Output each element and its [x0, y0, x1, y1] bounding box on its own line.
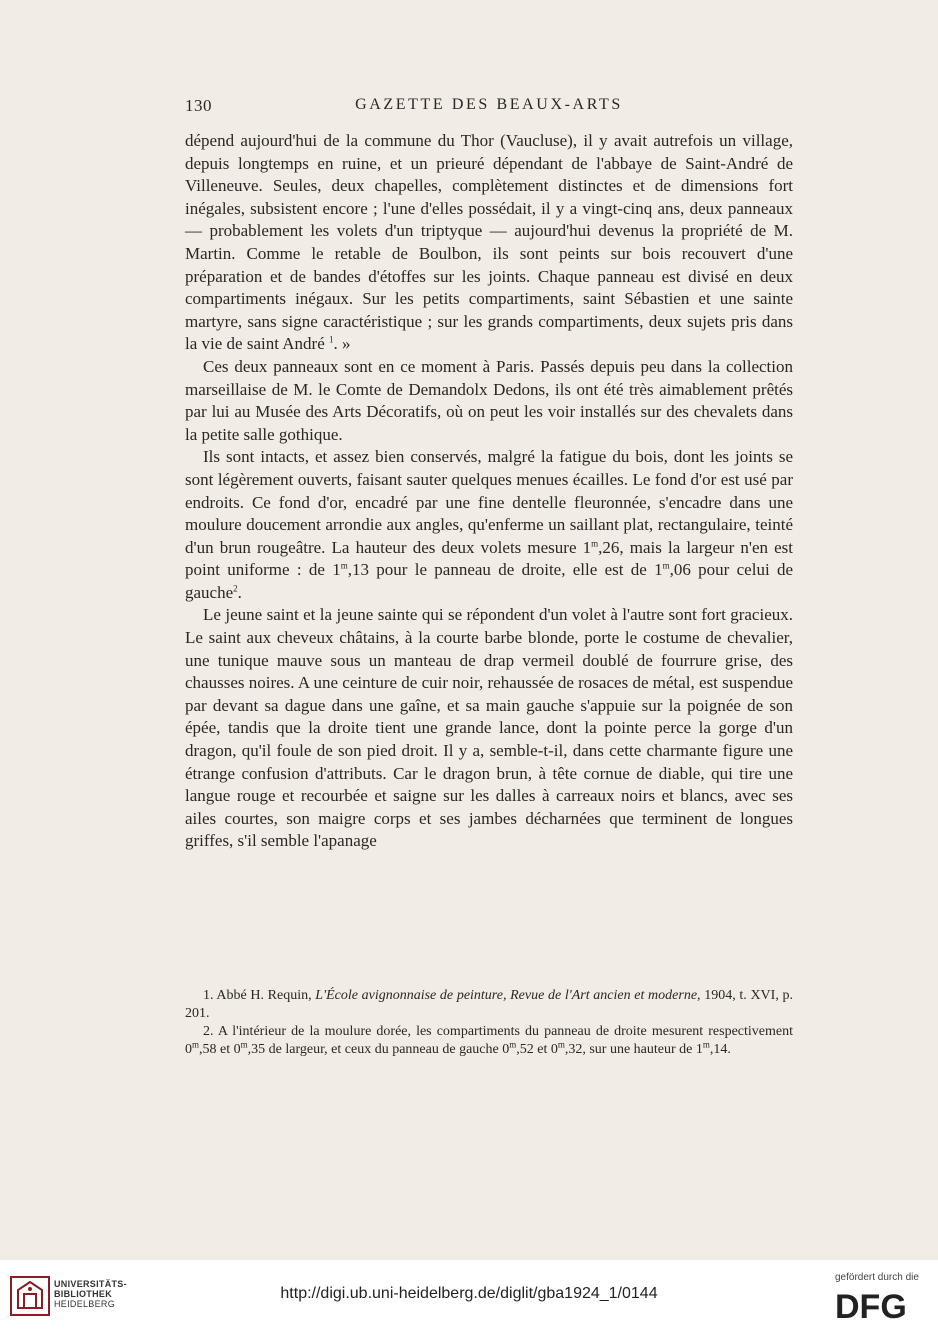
footnote-2-text-f: ,14. [709, 1042, 731, 1057]
page-header [185, 96, 793, 120]
unit-meter: m [591, 538, 599, 549]
paragraph-3-text-d: ,06 pour celui de gauche [185, 560, 794, 602]
institution-line-2: BIBLIOTHEK [54, 1289, 112, 1299]
footnote-ref-2: 2 [233, 583, 238, 594]
footnotes [185, 987, 793, 1059]
paragraph-4: Le jeune saint et la jeune sainte qui se répondent d'un volet à l'autre sont fort gracieux. Le saint aux cheveux châtains, à la courte barbe blonde, porte le costume de chevalier, une tunique mauve sous un manteau de drap vermeil doublé de fourrure grise, des chausses noires. A une ceinture de cuir noir, rehaussée de rosaces de métal, est suspendue par devant sa dague dans une gaîne, et sa main gauche s'appuie sur la poignée de son épée, tandis que la droite tient une grande lance, dont la pointe perce la gorge d'un dragon, qu'il foule de son pied droit. Il y a, semble-t-il, dans cette charmante figure une étrange confusion d'attributs. Car le dragon brun, à tête cornue de diable, qui tire une langue rouge et recourbée et saigne sur les dalles à carreaux noirs et blancs, avec ses ailes courtes, son maigre corps et ses jambes décharnées que terminent de longues griffes, s'il semble l'apanage [185, 605, 793, 851]
footnote-number: 2. [203, 1024, 214, 1039]
unit-meter: m [192, 1039, 200, 1050]
footnote-2-text-e: ,32, sur une hauteur de 1 [564, 1042, 703, 1057]
page-number: 130 [185, 96, 212, 115]
institution-line-3: HEIDELBERG [54, 1299, 116, 1309]
paragraph-3-text-a: Ils sont intacts, et assez bien conservés, malgré la fatigue du bois, dont les joints se sont légèrement ouverts, faisant sauter quelques menues écailles. Le fond d'or est usé par endroits. Ce fond d'or, encadré par une fine dentelle fleuronnée, s'encadre dans une moulure doucement arrondie aux angles, qu'enferme un saillant plat, rectangulaire, teinté d'un brun rougeâtre. La hauteur des deux volets mesure 1 [185, 447, 793, 557]
paragraph-3 [185, 446, 793, 604]
footnote-2-text-b: ,58 et 0 [199, 1042, 241, 1057]
paragraph-3-text-b: ,26, mais la largeur n'en est point uniforme : de 1 [185, 537, 794, 580]
paragraph-3-text-c: ,13 pour le panneau de droite, elle est de 1 [347, 560, 663, 580]
footnote-ref-1: 1 [329, 334, 334, 345]
unit-meter: m [509, 1039, 517, 1050]
paragraph-1-end: . » [333, 334, 351, 354]
dfg-logo-text: DFG [835, 1288, 907, 1322]
permalink-url[interactable]: http://digi.ub.uni-heidelberg.de/diglit/gba1924_1/0144 [280, 1285, 658, 1302]
unit-meter: m [557, 1039, 565, 1050]
unit-meter: m [702, 1039, 710, 1050]
running-title: GAZETTE DES BEAUX-ARTS [355, 96, 623, 113]
funding-label: gefördert durch die [835, 1272, 919, 1283]
institution-line-1: UNIVERSITÄTS- [54, 1279, 127, 1289]
footnote-2 [185, 1023, 793, 1059]
footnote-2-text-c: ,35 de largeur, et ceux du panneau de gauche 0 [247, 1042, 510, 1057]
unit-meter: m [340, 560, 348, 571]
dfg-logo [835, 1288, 927, 1322]
paragraph-2: Ces deux panneaux sont en ce moment à Paris. Passés depuis peu dans la collection marseillaise de M. le Comte de Demandolx Dedons, ils ont été très aimablement prêtés par lui au Musée des Arts Décoratifs, où on peut les voir installés sur des chevalets dans la petite salle gothique. [185, 356, 793, 444]
footnote-2-text-a: A l'intérieur de la moulure dorée, les compartiments du panneau de droite mesurent respectivement 0 [185, 1024, 793, 1057]
footnote-2-text-d: ,52 et 0 [516, 1042, 558, 1057]
unit-meter: m [240, 1039, 248, 1050]
paragraph-1 [185, 130, 793, 356]
footnote-1-title: L'École avignonnaise de peinture, Revue de l'Art ancien et moderne [315, 988, 698, 1003]
paragraph-1-text: dépend aujourd'hui de la commune du Thor (Vaucluse), il y avait autrefois un village, depuis longtemps en ruine, et un prieuré dépendant de l'abbaye de Saint-André de Villeneuve. Seules, deux chapelles, complètement distinctes et de dimensions fort inégales, subsistent encore ; l'une d'elles possédait, il y a vingt-cinq ans, deux panneaux — probablement les volets d'un triptyque — aujourd'hui devenus la propriété de M. Martin. Comme le retable de Boulbon, ils sont peints sur bois recouvert d'une préparation et de bandes d'étoffes sur les joints. Chaque panneau est divisé en deux compartiments inégaux. Sur les petits compartiments, saint Sébastien et une sainte martyre, sans signe caractéristique ; sur les grands compartiments, deux sujets pris dans la vie de saint André [185, 131, 793, 354]
body-text [185, 130, 793, 853]
paragraph-3-end: . [237, 582, 242, 602]
footnote-number: 1. [203, 988, 214, 1003]
footnote-1-author: Abbé H. Requin, [216, 988, 316, 1003]
unit-meter: m [662, 560, 670, 571]
footnote-1 [185, 987, 793, 1023]
footnote-1-ref: , 1904, t. XVI, p. 201. [185, 988, 793, 1021]
